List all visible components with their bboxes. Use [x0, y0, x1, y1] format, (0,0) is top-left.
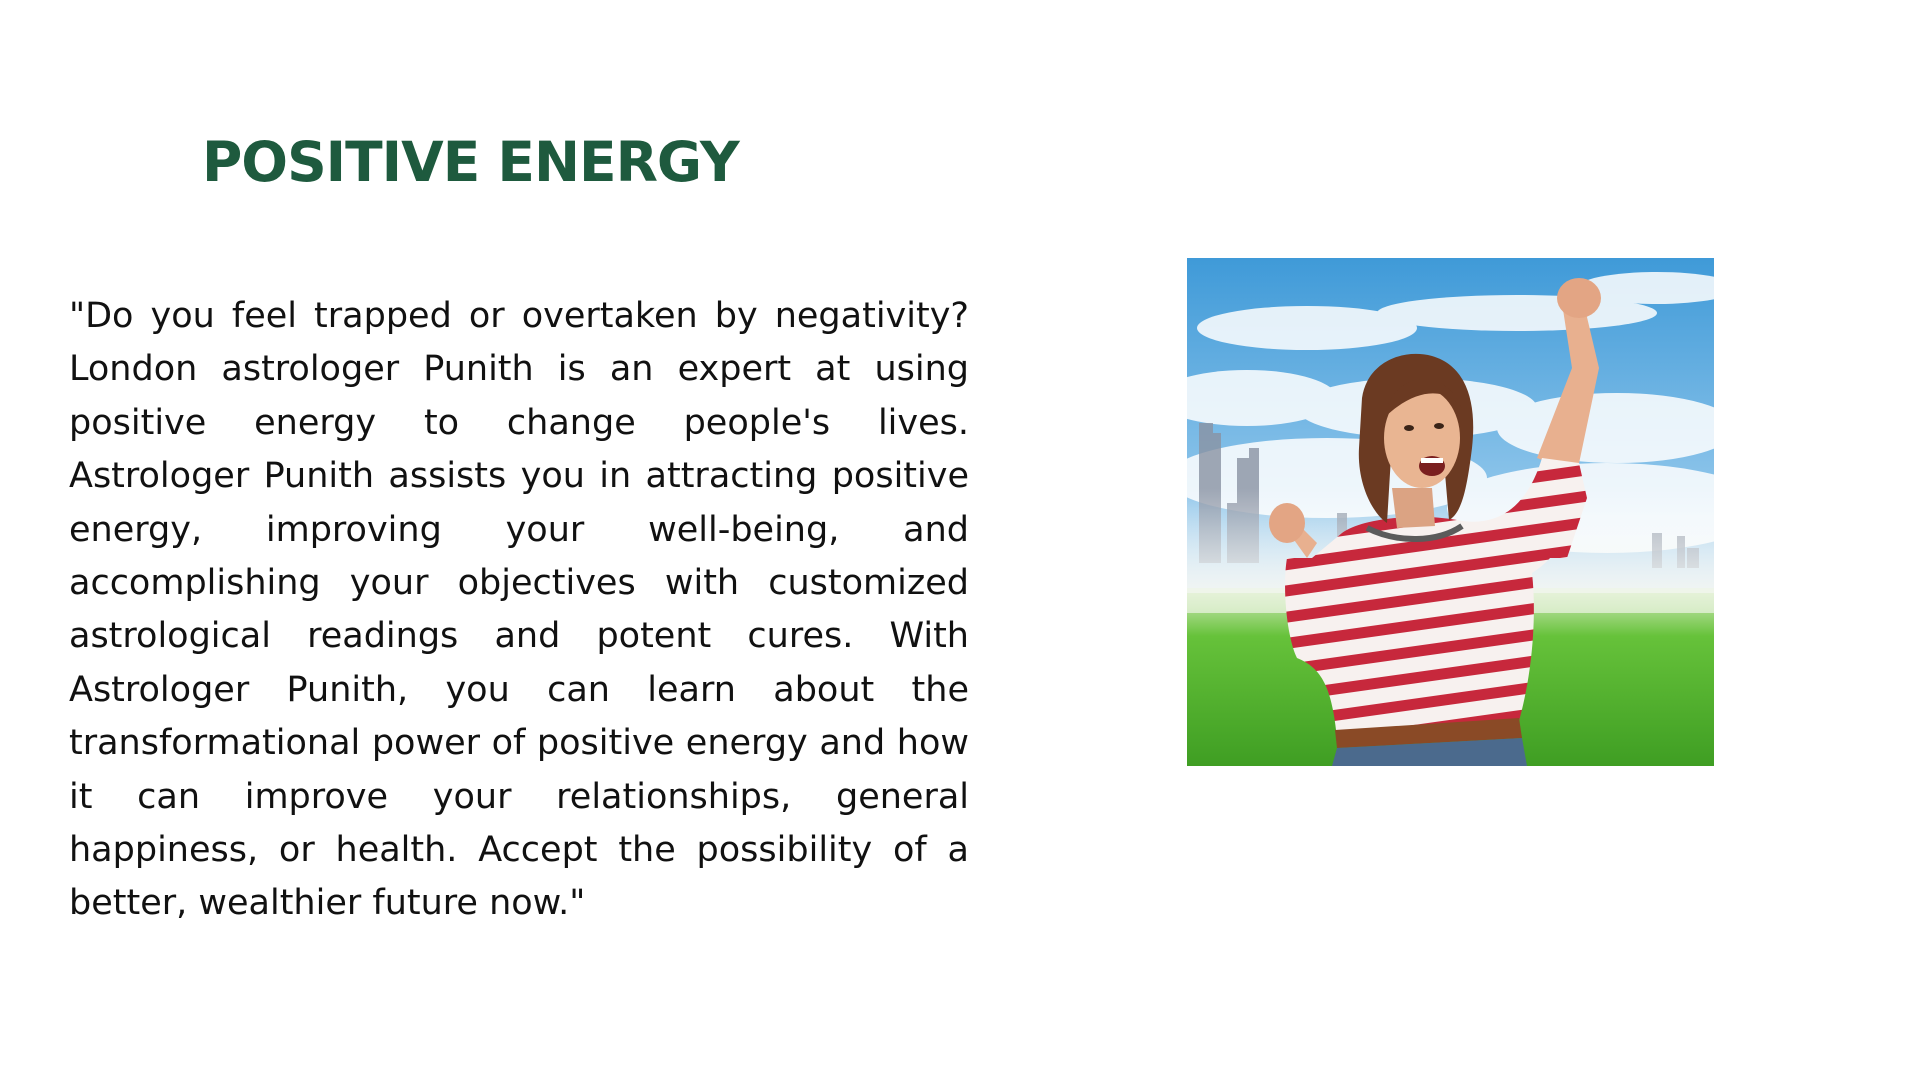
happy-woman-cheering-photo: [1187, 258, 1714, 766]
page-title: POSITIVE ENERGY: [202, 130, 739, 194]
body-paragraph: "Do you feel trapped or overtaken by negativity? London astrologer Punith is an expert at using positive energy to change people's lives. Astrologer Punith assists you in attracting positive energy, improving your well-being, and accomplishing your objectives with customized astrological readings and potent cures. With Astrologer Punith, you can learn about the transformational power of positive energy and how it can improve your relationships, general happiness, or health. Accept the possibility of a better, wealthier future now.": [69, 296, 969, 924]
photo-illustration: [1187, 258, 1714, 766]
